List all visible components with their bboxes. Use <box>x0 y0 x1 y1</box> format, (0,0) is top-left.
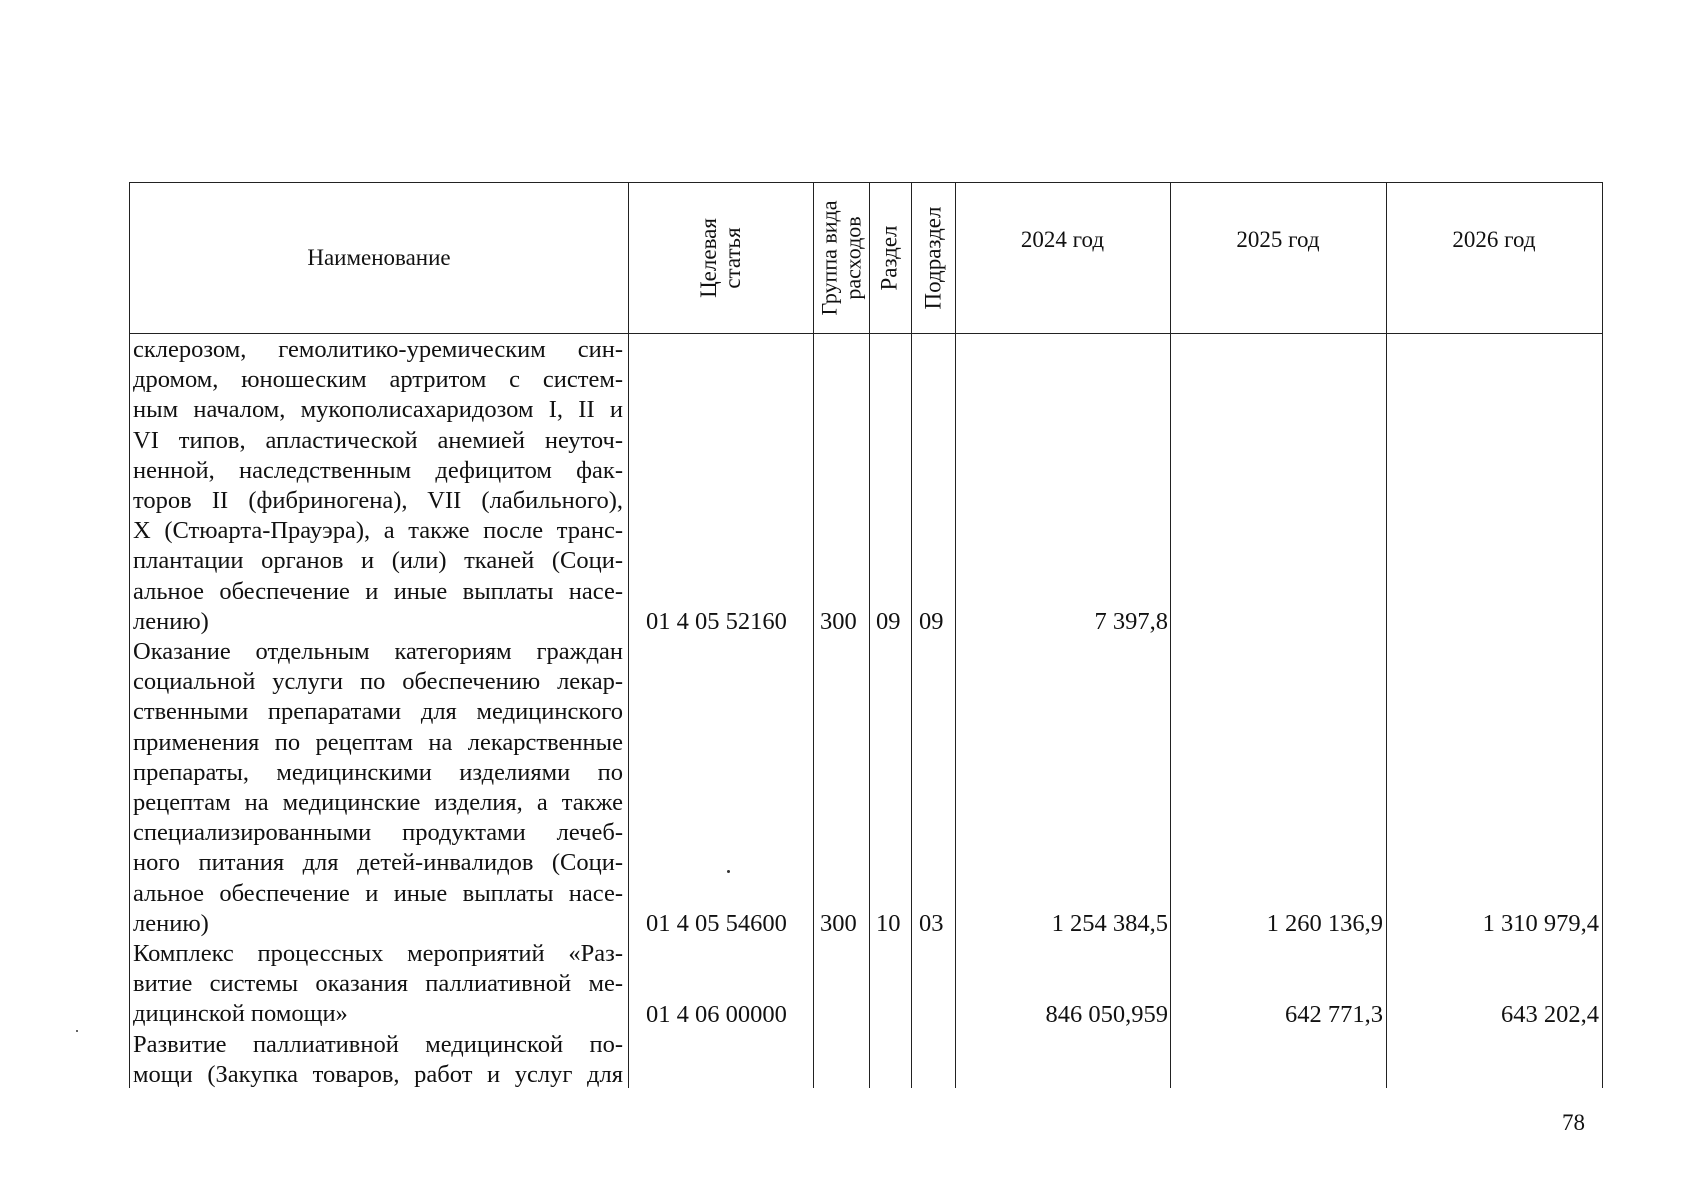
value-2024-cell: 1 254 384,5 <box>1051 910 1168 937</box>
value-2024-cell: 846 050,959 <box>1045 1001 1168 1028</box>
name-line: ным началом, мукополисахаридозом I, II и <box>133 396 623 424</box>
name-line: лению) <box>133 607 209 635</box>
header-subsection <box>911 183 955 333</box>
name-line: ненной, наследственным дефицитом фак- <box>133 456 623 484</box>
header-2025-label: 2025 год <box>1236 227 1320 252</box>
header-group-line: расходов <box>840 216 866 300</box>
header-name <box>130 183 628 333</box>
header-section <box>869 183 911 333</box>
name-line: ного питания для детей-инвалидов (Соци- <box>133 849 623 877</box>
expense-group-cell: 300 <box>820 910 857 937</box>
header-2026 <box>1386 183 1602 333</box>
header-target-line: статья <box>719 227 745 289</box>
expense-group-cell: 300 <box>820 608 857 635</box>
header-group-line: Группа вида <box>816 200 842 316</box>
target-article-cell: 01 4 06 00000 <box>646 1001 787 1028</box>
name-line: плантации органов и (или) тканей (Соци- <box>133 547 623 575</box>
header-group-label <box>817 201 865 316</box>
header-2026-label: 2026 год <box>1452 227 1536 252</box>
header-divider <box>130 333 1602 334</box>
name-line: X (Стюарта-Прауэра), а также после транс- <box>133 517 623 545</box>
name-line: Комплекс процессных мероприятий «Раз- <box>133 940 623 968</box>
header-target-line: Целевая <box>695 218 721 298</box>
name-line: специализированными продуктами лечеб- <box>133 819 623 847</box>
name-line: рецептам на медицинские изделия, а также <box>133 789 623 817</box>
scan-speck <box>727 870 730 873</box>
target-article-cell: 01 4 05 52160 <box>646 608 787 635</box>
subsection-cell: 03 <box>919 910 944 937</box>
page-number: 78 <box>1562 1110 1585 1135</box>
name-line: препараты, медицинскими изделиями по <box>133 758 623 786</box>
section-cell: 09 <box>876 608 901 635</box>
name-line: дромом, юношеским артритом с систем- <box>133 366 623 394</box>
value-2024-cell: 7 397,8 <box>1094 608 1168 635</box>
name-line: VI типов, апластической анемией неуточ- <box>133 426 623 454</box>
name-line: мощи (Закупка товаров, работ и услуг для <box>133 1060 623 1088</box>
header-2025 <box>1170 183 1386 333</box>
section-cell: 10 <box>876 910 901 937</box>
header-2024 <box>955 183 1170 333</box>
value-2026-cell: 1 310 979,4 <box>1482 910 1599 937</box>
name-line: альное обеспечение и иные выплаты насе- <box>133 577 623 605</box>
name-line: склерозом, гемолитико-уремическим син- <box>133 336 623 363</box>
name-line: Развитие паллиативной медицинской по- <box>133 1030 623 1058</box>
header-2024-label: 2024 год <box>1020 227 1105 252</box>
scan-speck <box>76 1030 78 1032</box>
value-2025-cell: 1 260 136,9 <box>1266 910 1383 937</box>
name-line: дицинской помощи» <box>133 1000 348 1028</box>
name-line: применения по рецептам на лекарственные <box>133 728 623 756</box>
value-2026-cell: 643 202,4 <box>1501 1001 1599 1028</box>
value-2025-cell: 642 771,3 <box>1285 1001 1383 1028</box>
name-line: ственными препаратами для медицинского <box>133 698 623 726</box>
name-line: социальной услуги по обеспечению лекар- <box>133 668 623 696</box>
header-target-label <box>696 218 744 298</box>
name-line: торов II (фибриногена), VII (лабильного), <box>133 487 623 515</box>
header-section-label: Раздел <box>877 225 902 291</box>
subsection-cell: 09 <box>919 608 944 635</box>
target-article-cell: 01 4 05 54600 <box>646 910 787 937</box>
name-line: витие системы оказания паллиативной ме- <box>133 970 623 998</box>
name-line: альное обеспечение и иные выплаты насе- <box>133 879 623 907</box>
name-line: Оказание отдельным категориям граждан <box>133 638 623 666</box>
header-name-label: Наименование <box>307 245 451 270</box>
name-line: лению) <box>133 909 209 937</box>
name-column-text <box>133 335 623 1090</box>
header-group <box>813 183 869 333</box>
header-target <box>628 183 813 333</box>
header-subsection-label: Подраздел <box>920 206 946 310</box>
